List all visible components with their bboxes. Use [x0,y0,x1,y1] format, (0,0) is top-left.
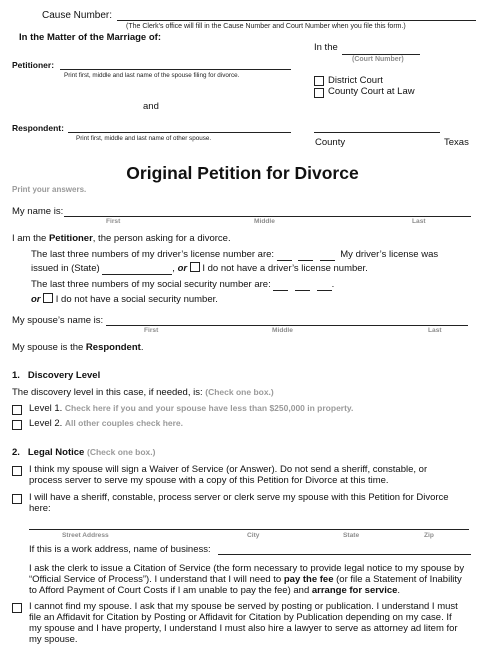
respondent-post: . [140,342,144,353]
district-court-label: District Court [328,75,383,86]
in-the-label: In the [314,42,338,53]
my-name-field[interactable] [64,216,471,217]
petitioner-post: , the person asking for a divorce. [92,233,231,244]
petitioner-label: Petitioner: [12,60,55,70]
serve-text [29,493,449,515]
discovery-check-one: (Check one box.) [205,387,274,397]
license-text: The last three numbers of my driver’s license number are: [31,249,275,260]
county-label: County [315,137,346,148]
level2-checkbox[interactable] [12,420,22,430]
level2-line [29,419,183,430]
cannot-line-3: my spouse and I have property, I understand I must also hire a lawyer to serve as attorney ad litem for [29,623,458,634]
citation-line-3: to Afford Payment of Court Costs if I am unable to pay the fee) and arrange for service. [29,585,401,596]
ssn-line: The last three numbers of my social security number are: . [31,279,335,290]
cannot-line-4: my spouse. [29,634,78,645]
cannot-line-1: I cannot find my spouse. I ask that my spouse be served by posting or publication. I understand I must [29,601,458,612]
legal-check-one: (Check one box.) [87,447,156,457]
page-title: Original Petition for Divorce [126,163,359,183]
street-label: Street Address [62,532,109,539]
matter-title: In the Matter of the Marriage of: [19,32,161,43]
respondent-statement [12,343,143,354]
no-license-label: I do not have a driver’s license number. [202,263,368,274]
license-state-field[interactable] [102,274,172,275]
discovery-intro [12,388,274,399]
ssn-digit-1[interactable] [273,290,288,291]
court-number-label: (Court Number) [352,56,404,63]
court-number-field[interactable] [342,54,420,55]
issued-in-label: issued in (State) [31,263,100,274]
county-court-label: County Court at Law [328,86,415,97]
no-license-checkbox[interactable] [190,262,200,272]
license-digit-3[interactable] [320,260,335,261]
arrange-service-text: arrange for service [311,585,398,596]
my-name-label: My name is: [12,206,64,217]
serve-line-1: I will have a sheriff, constable, process server or clerk serve my spouse with this Petition for Divorce [29,492,449,503]
license-digit-1[interactable] [277,260,292,261]
pay-fee-text: pay the fee [283,574,334,585]
spouse-name-field[interactable] [106,325,468,326]
waiver-line-1: I think my spouse will sign a Waiver of Service (or Answer). Do not send a sheriff, constable, or [29,464,428,475]
waiver-text [29,465,427,487]
cause-number-field[interactable] [117,20,476,21]
district-court-checkbox[interactable] [314,76,324,86]
serve-checkbox[interactable] [12,494,22,504]
address-field[interactable] [29,529,469,530]
waiver-checkbox[interactable] [12,466,22,476]
last-label: Last [412,218,426,225]
license-digit-2[interactable] [298,260,313,261]
middle-label: Middle [254,218,275,225]
respondent-hint: Print first, middle and last name of other spouse. [76,135,212,142]
business-name-field[interactable] [218,554,471,555]
clerk-note: (The Clerk's office will fill in the Cause Number and Court Number when you file this form.) [126,23,406,30]
issued-line: issued in (State) , or I do not have a driver’s license number. [31,263,368,274]
and-label: and [143,101,159,112]
petitioner-pre: I am the [12,233,49,244]
ssn-digit-2[interactable] [295,290,310,291]
discovery-num: 1. [12,370,20,381]
level1-label: Level 1. [29,403,63,414]
petitioner-bold: Petitioner [48,233,93,244]
citation-line-3a: to Afford Payment of Court Costs if I am unable to pay the fee) and [29,585,310,596]
discovery-intro-text: The discovery level in this case, if needed, is: [12,387,203,398]
citation-line-1: I ask the clerk to issue a Citation of Service (the form necessary to provide legal notice to my spouse by [29,563,465,574]
legal-notice-title: Legal Notice [27,447,85,458]
level2-label: Level 2. [29,418,63,429]
spouse-middle-label: Middle [272,327,293,334]
state-label: State [343,532,360,539]
no-ssn-label: I do not have a social security number. [55,294,218,305]
license-line [31,250,438,261]
or-label-2: or [31,294,41,305]
cannot-find-text [29,601,458,645]
citation-line-2b: (or file a Statement of Inability [336,574,462,585]
no-ssn-line [31,293,218,306]
waiver-line-2: process server to serve my spouse with a copy of this Petition for Divorce at this time. [29,474,389,486]
legal-notice-num: 2. [12,447,20,458]
or-label: or [177,263,188,274]
legal-notice-heading [12,448,155,459]
no-ssn-checkbox[interactable] [43,293,53,303]
petitioner-statement [12,234,231,245]
zip-label: Zip [424,532,434,539]
ssn-text: The last three numbers of my social security number are: [31,279,271,290]
level2-note: All other couples check here. [64,418,184,428]
level1-checkbox[interactable] [12,405,22,415]
citation-line-2a: “Official Service of Process”). I understand that I will need to [29,574,282,585]
petitioner-name-field[interactable] [60,69,291,70]
first-label: First [106,218,121,225]
ssn-digit-3[interactable] [317,290,332,291]
petitioner-hint: Print first, middle and last name of the spouse filing for divorce. [64,72,240,79]
texas-label: Texas [444,137,469,148]
citation-line-2 [29,574,464,585]
discovery-heading [12,371,100,382]
cause-number-label: Cause Number: [42,10,113,21]
citation-text [29,563,464,596]
respondent-label: Respondent: [12,123,64,133]
respondent-bold: Respondent [85,342,141,353]
county-court-checkbox[interactable] [314,88,324,98]
work-address-label: If this is a work address, name of business: [29,544,211,555]
county-field[interactable] [314,132,440,133]
level1-line [29,404,353,415]
discovery-title: Discovery Level [27,370,101,381]
cannot-line-2: file an Affidavit for Citation by Posting or Affidavit for Citation by Publication depending on my case. If [29,612,452,623]
spouse-first-label: First [144,327,159,334]
level1-note: Check here if you and your spouse have less than $250,000 in property. [64,403,354,413]
spouse-last-label: Last [428,327,442,334]
city-label: City [247,532,260,539]
respondent-pre: My spouse is the [12,342,86,353]
respondent-name-field[interactable] [68,132,291,133]
cannot-find-checkbox[interactable] [12,603,22,613]
serve-line-2: here: [29,502,51,514]
instructions: Print your answers. [12,185,87,194]
spouse-name-label: My spouse’s name is: [12,315,104,326]
license-tail: My driver’s license was [340,249,439,260]
